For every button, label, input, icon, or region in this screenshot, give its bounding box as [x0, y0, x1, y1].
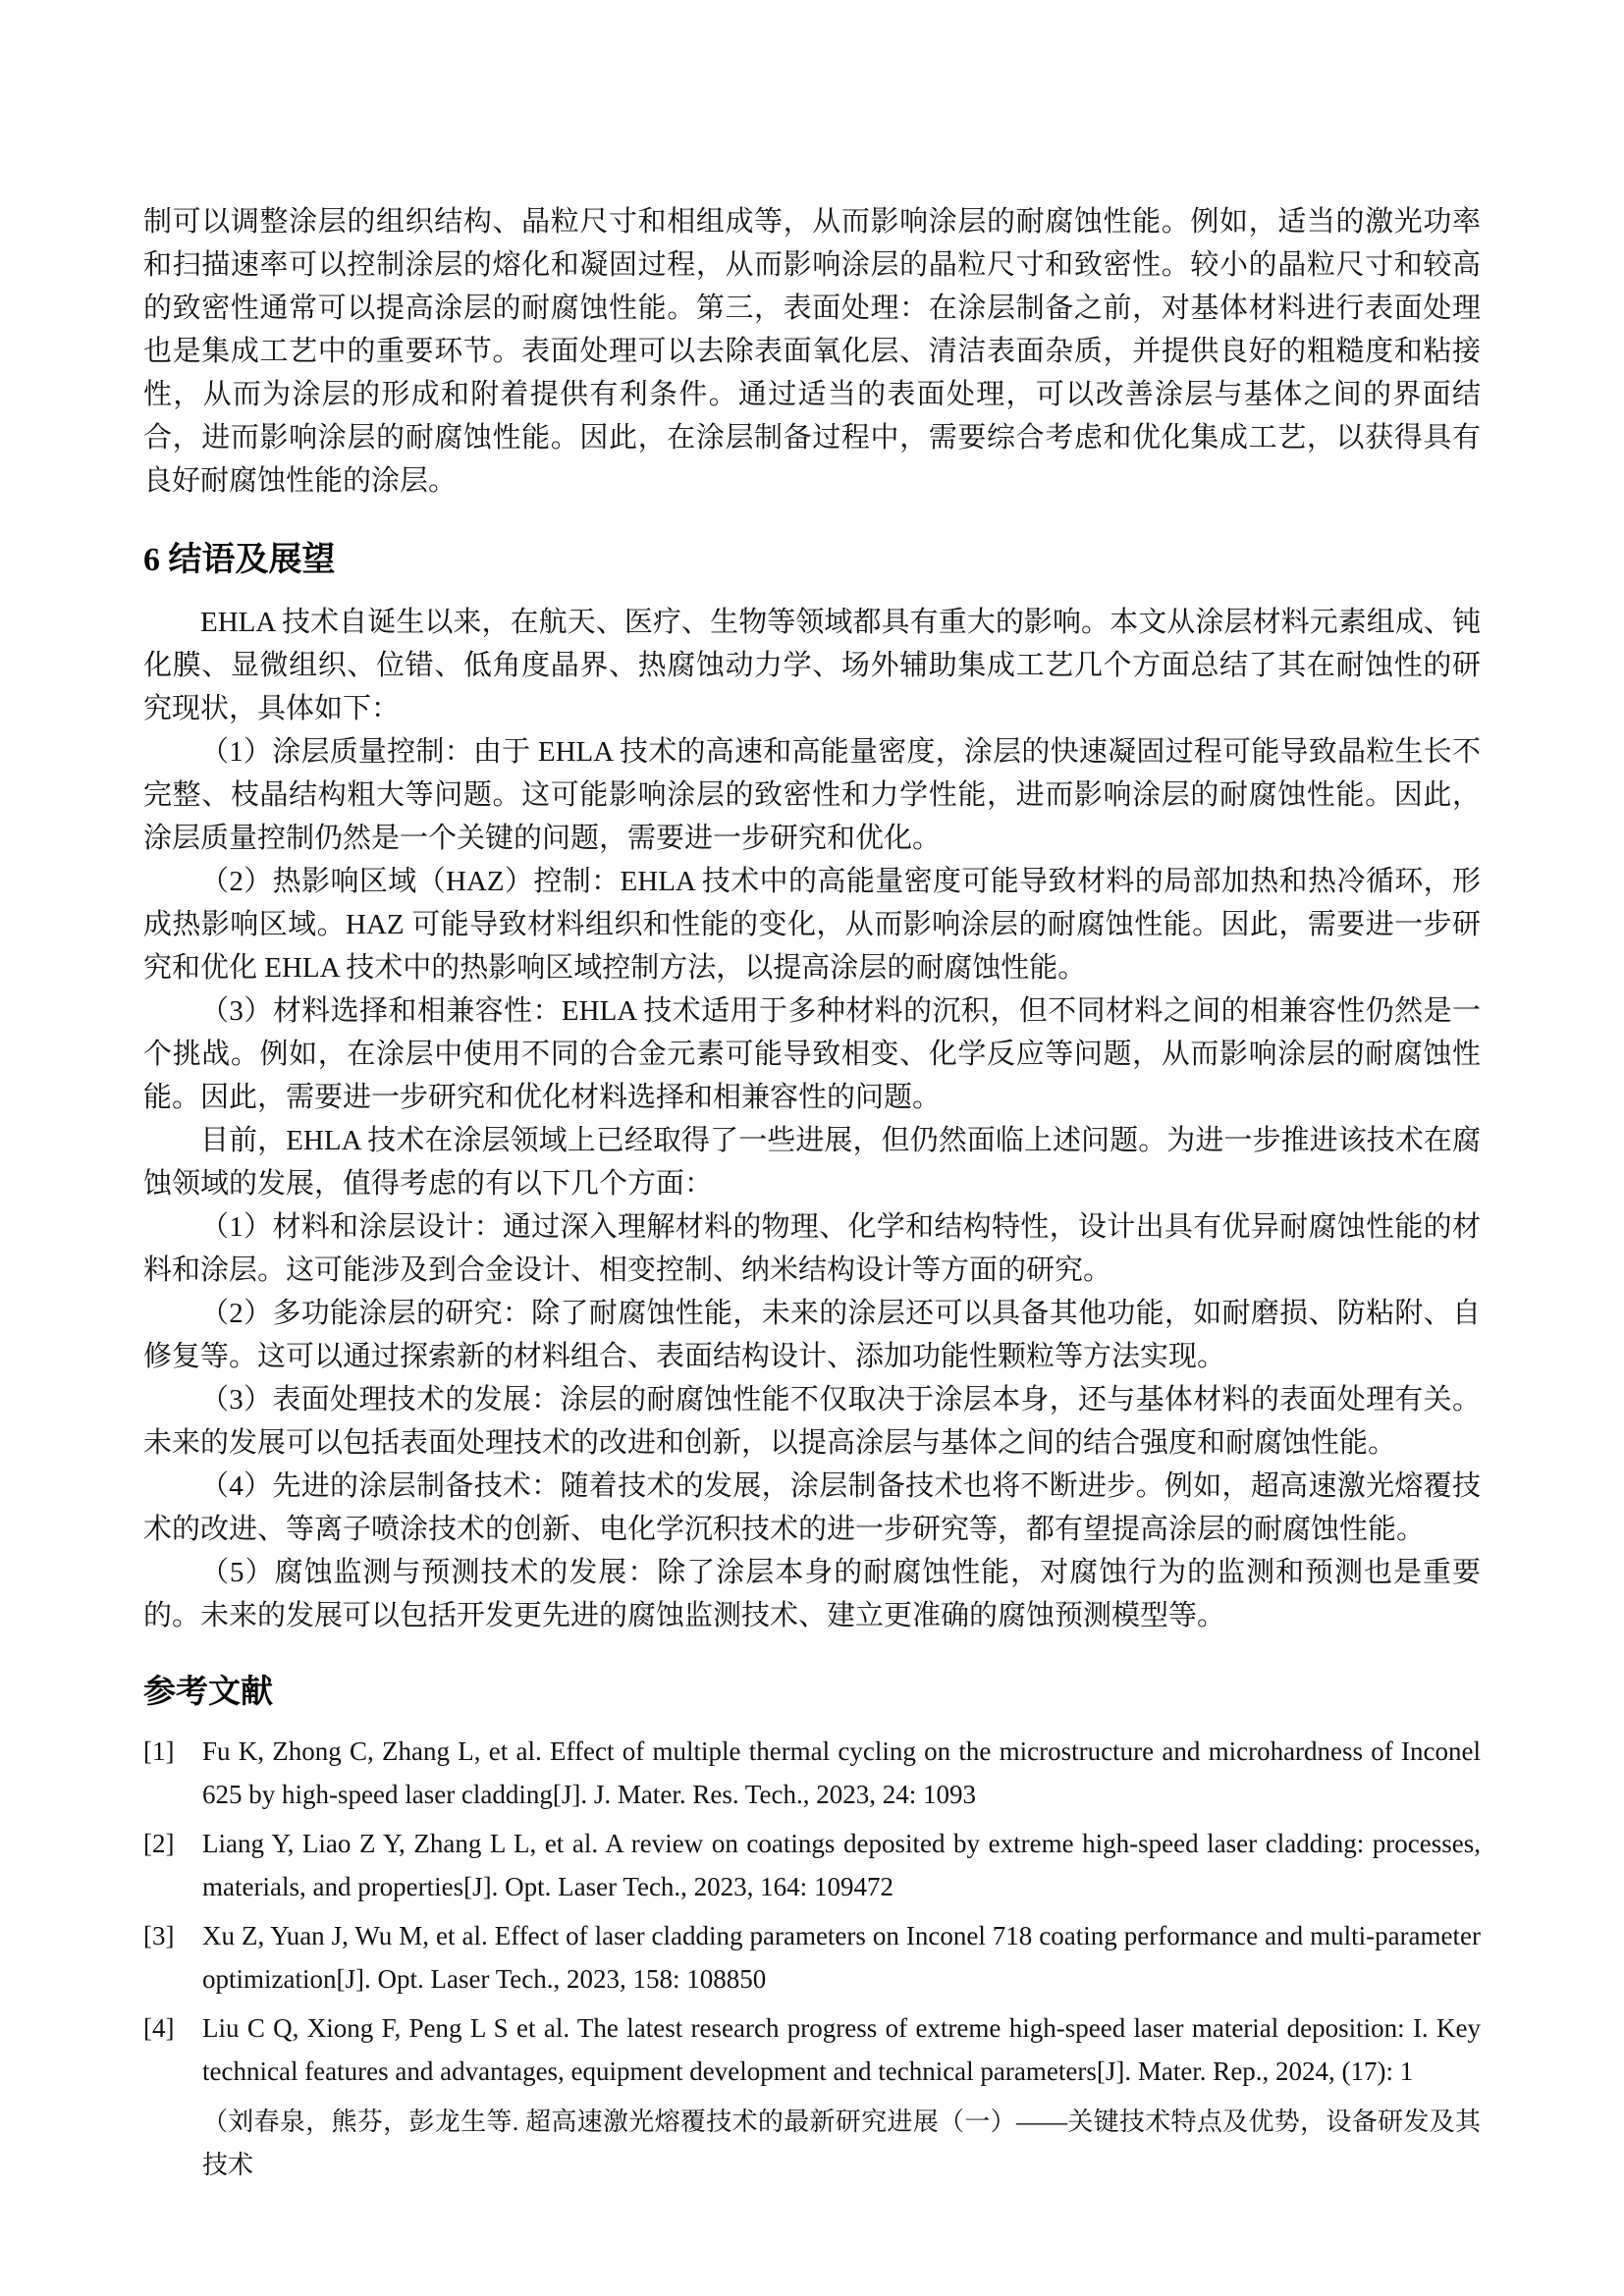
reference-label: [4] — [143, 2013, 175, 2043]
outlook-intro-paragraph: 目前，EHLA 技术在涂层领域上已经取得了一些进展，但仍然面临上述问题。为进一步推进该技术在腐蚀领域的发展，值得考虑的有以下几个方面： — [143, 1125, 1481, 1200]
conclusion-intro-paragraph: EHLA 技术自诞生以来，在航天、医疗、生物等领域都具有重大的影响。本文从涂层材料元素组成、钝化膜、显微组织、位错、低角度晶界、热腐蚀动力学、场外辅助集成工艺几个方面总结了其在耐蚀性的研究现状，具体如下： — [143, 607, 1481, 724]
reference-text: Liu C Q, Xiong F, Peng L S et al. The latest research progress of extreme high-speed laser material deposition: I. Key technical features and advantages, equipment development and technical parameters[J]. Mater. Rep., 2024, (17): 1 — [202, 2013, 1481, 2086]
conclusion-issue-3: （3）材料选择和相兼容性：EHLA 技术适用于多种材料的沉积，但不同材料之间的相兼容性仍然是一个挑战。例如，在涂层中使用不同的合金元素可能导致相变、化学反应等问题，从而影响涂层的耐腐蚀性能。因此，需要进一步研究和优化材料选择和相兼容性的问题。 — [143, 995, 1481, 1113]
outlook-item-4: （4）先进的涂层制备技术：随着技术的发展，涂层制备技术也将不断进步。例如，超高速激光熔覆技术的改进、等离子喷涂技术的创新、电化学沉积技术的进一步研究等，都有望提高涂层的耐腐蚀性能。 — [143, 1470, 1481, 1545]
reference-body — [202, 1730, 1481, 1816]
reference-entry-2 — [143, 1822, 1481, 1908]
reference-label: [1] — [143, 1736, 175, 1766]
outlook-item-1: （1）材料和涂层设计：通过深入理解材料的物理、化学和结构特性，设计出具有优异耐腐蚀性能的材料和涂层。这可能涉及到合金设计、相变控制、纳米结构设计等方面的研究。 — [143, 1211, 1481, 1286]
reference-label: [2] — [143, 1829, 175, 1858]
paragraph-continuation: 制可以调整涂层的组织结构、晶粒尺寸和相组成等，从而影响涂层的耐腐蚀性能。例如，适当的激光功率和扫描速率可以控制涂层的熔化和凝固过程，从而影响涂层的晶粒尺寸和致密性。较小的晶粒尺寸和较高的致密性通常可以提高涂层的耐腐蚀性能。第三，表面处理：在涂层制备之前，对基体材料进行表面处理也是集成工艺中的重要环节。表面处理可以去除表面氧化层、清洁表面杂质，并提供良好的粗糙度和粘接性，从而为涂层的形成和附着提供有利条件。通过适当的表面处理，可以改善涂层与基体之间的界面结合，进而影响涂层的耐腐蚀性能。因此，在涂层制备过程中，需要综合考虑和优化集成工艺，以获得具有良好耐腐蚀性能的涂层。 — [143, 206, 1481, 497]
reference-body — [202, 2006, 1481, 2187]
conclusion-issue-1: （1）涂层质量控制：由于 EHLA 技术的高速和高能量密度，涂层的快速凝固过程可能导致晶粒生长不完整、枝晶结构粗大等问题。这可能影响涂层的致密性和力学性能，进而影响涂层的耐腐蚀性能。因此，涂层质量控制仍然是一个关键的问题，需要进一步研究和优化。 — [143, 736, 1481, 854]
reference-text: Fu K, Zhong C, Zhang L, et al. Effect of multiple thermal cycling on the microstructure and microhardness of Inconel 625 by high-speed laser cladding[J]. J. Mater. Res. Tech., 2023, 24: 1093 — [202, 1736, 1481, 1809]
reference-label: [3] — [143, 1921, 175, 1950]
reference-text: Xu Z, Yuan J, Wu M, et al. Effect of laser cladding parameters on Inconel 718 coating performance and multi-parameter optimization[J]. Opt. Laser Tech., 2023, 158: 108850 — [202, 1921, 1481, 1994]
reference-entry-1 — [143, 1730, 1481, 1816]
outlook-item-5: （5）腐蚀监测与预测技术的发展：除了涂层本身的耐腐蚀性能，对腐蚀行为的监测和预测也是重要的。未来的发展可以包括开发更先进的腐蚀监测技术、建立更准确的腐蚀预测模型等。 — [143, 1557, 1481, 1631]
conclusion-issue-2: （2）热影响区域（HAZ）控制：EHLA 技术中的高能量密度可能导致材料的局部加热和热冷循环，形成热影响区域。HAZ 可能导致材料组织和性能的变化，从而影响涂层的耐腐蚀性能。因此，需要进一步研究和优化 EHLA 技术中的热影响区域控制方法，以提高涂层的耐腐蚀性能。 — [143, 866, 1481, 984]
reference-body — [202, 1914, 1481, 2001]
reference-entry-4 — [143, 2006, 1481, 2187]
reference-entry-3 — [143, 1914, 1481, 2001]
outlook-item-2: （2）多功能涂层的研究：除了耐腐蚀性能，未来的涂层还可以具备其他功能，如耐磨损、防粘附、自修复等。这可以通过探索新的材料组合、表面结构设计、添加功能性颗粒等方法实现。 — [143, 1298, 1481, 1372]
reference-chinese-note: （刘春泉，熊芬，彭龙生等. 超高速激光熔覆技术的最新研究进展（一）——关键技术特点及优势，设备研发及其技术 — [202, 2108, 1481, 2179]
section-heading-conclusion: 6 结语及展望 — [143, 542, 336, 578]
reference-list — [143, 1730, 1481, 2187]
outlook-item-3: （3）表面处理技术的发展：涂层的耐腐蚀性能不仅取决于涂层本身，还与基体材料的表面处理有关。未来的发展可以包括表面处理技术的改进和创新，以提高涂层与基体之间的结合强度和耐腐蚀性能。 — [143, 1384, 1481, 1459]
reference-text: Liang Y, Liao Z Y, Zhang L L, et al. A review on coatings deposited by extreme high-speed laser cladding: processes, materials, and properties[J]. Opt. Laser Tech., 2023, 164: 109472 — [202, 1829, 1481, 1901]
reference-body — [202, 1822, 1481, 1908]
section-heading-references: 参考文献 — [143, 1675, 273, 1710]
